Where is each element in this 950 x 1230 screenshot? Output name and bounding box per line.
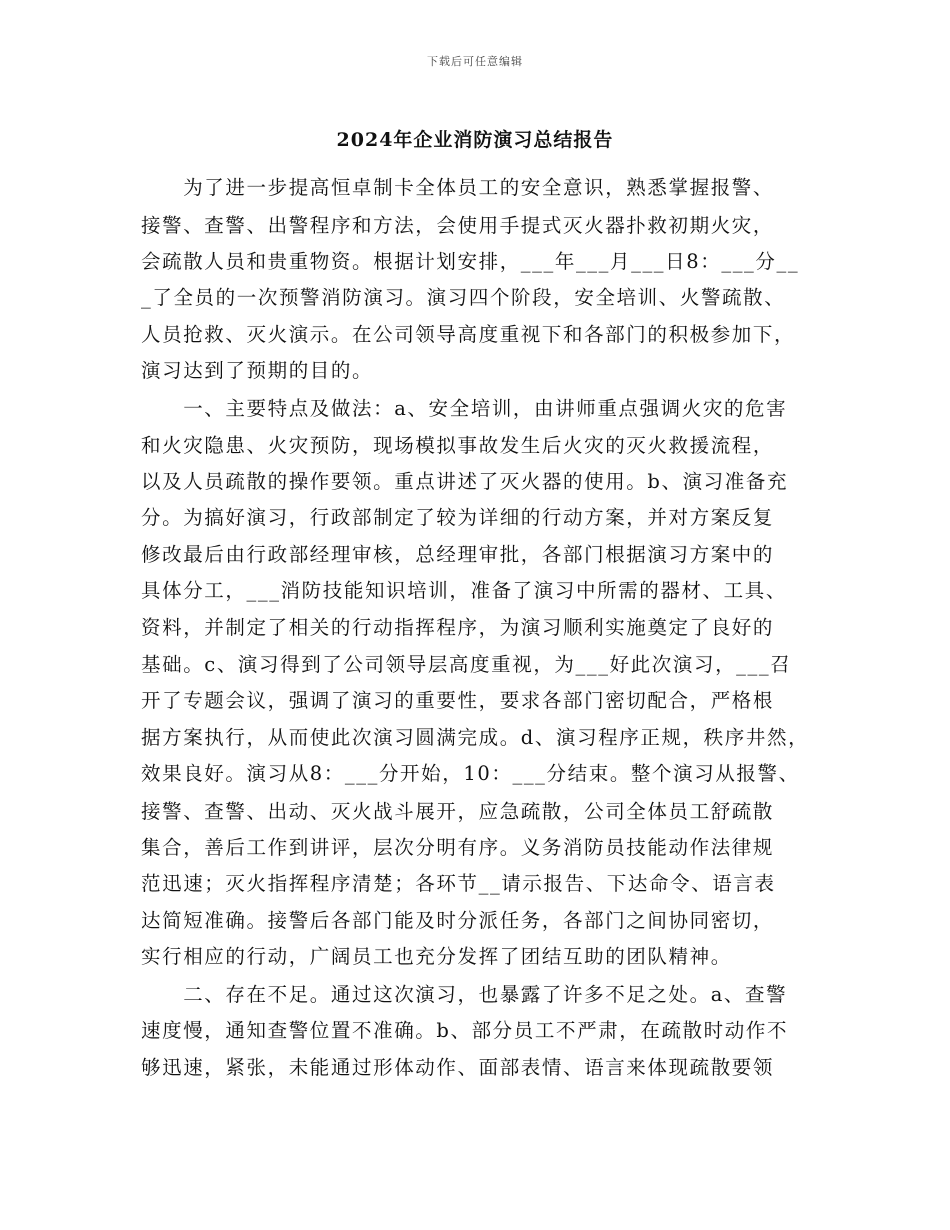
body-line: 集合，善后工作到讲评，层次分明有序。义务消防员技能动作法律规 — [141, 836, 775, 859]
document-title: 2024年企业消防演习总结报告 — [336, 129, 614, 151]
header-note: 下载后可任意编辑 — [427, 55, 523, 68]
body-line: 实行相应的行动，广阔员工也充分发挥了团结互助的团队精神。 — [141, 945, 732, 968]
body-line: 以及人员疏散的操作要领。重点讲述了灭火器的使用。b、演习准备充 — [141, 470, 789, 493]
body-line: 开了专题会议，强调了演习的重要性，要求各部门密切配合，严格根 — [141, 689, 775, 712]
body-line: 资料，并制定了相关的行动指挥程序，为演习顺利实施奠定了良好的 — [141, 616, 775, 639]
body-line: 人员抢救、灭火演示。在公司领导高度重视下和各部门的积极参加下， — [141, 323, 796, 346]
body-line: 会疏散人员和贵重物资。根据计划安排，___年___月___日8：___分__ — [141, 250, 800, 273]
body-line: 接警、查警、出动、灭火战斗展开，应急疏散，公司全体员工舒疏散 — [141, 800, 775, 823]
body-line: 修改最后由行政部经理审核，总经理审批，各部门根据演习方案中的 — [141, 543, 775, 566]
body-line: 据方案执行，从而使此次演习圆满完成。d、演习程序正规，秩序井然， — [141, 726, 810, 749]
body-line: 效果良好。演习从8：___分开始，10：___分结束。整个演习从报警、 — [141, 762, 800, 785]
body-line: 具体分工，___消防技能知识培训，准备了演习中所需的器材、工具、 — [141, 579, 787, 602]
body-line: 达简短准确。接警后各部门能及时分派任务，各部门之间协同密切， — [141, 909, 775, 932]
body-line: 和火灾隐患、火灾预防，现场模拟事故发生后火灾的灭火救援流程， — [141, 434, 775, 457]
body-line: 够迅速，紧张，未能通过形体动作、面部表情、语言来体现疏散要领 — [141, 1056, 775, 1079]
body-line: 为了进一步提高恒卓制卡全体员工的安全意识，熟悉掌握报警、 — [141, 176, 775, 199]
body-line: 演习达到了预期的目的。 — [141, 359, 374, 382]
body-line: 范迅速；灭火指挥程序清楚；各环节__请示报告、下达命令、语言表 — [141, 872, 776, 895]
body-line: 一、主要特点及做法：a、安全培训，由讲师重点强调火灾的危害 — [141, 397, 788, 420]
body-line: 二、存在不足。通过这次演习，也暴露了许多不足之处。a、查警 — [141, 983, 788, 1006]
body-line: 分。为搞好演习，行政部制定了较为详细的行动方案，并对方案反复 — [141, 506, 775, 529]
body-line: _了全员的一次预警消防演习。演习四个阶段，安全培训、火警疏散、 — [141, 286, 786, 309]
body-line: 基础。c、演习得到了公司领导层高度重视，为___好此次演习，___召 — [141, 653, 792, 676]
body-line: 接警、查警、出警程序和方法，会使用手提式灭火器扑救初期火灾， — [141, 214, 775, 237]
body-line: 速度慢，通知查警位置不准确。b、部分员工不严肃，在疏散时动作不 — [141, 1019, 789, 1042]
